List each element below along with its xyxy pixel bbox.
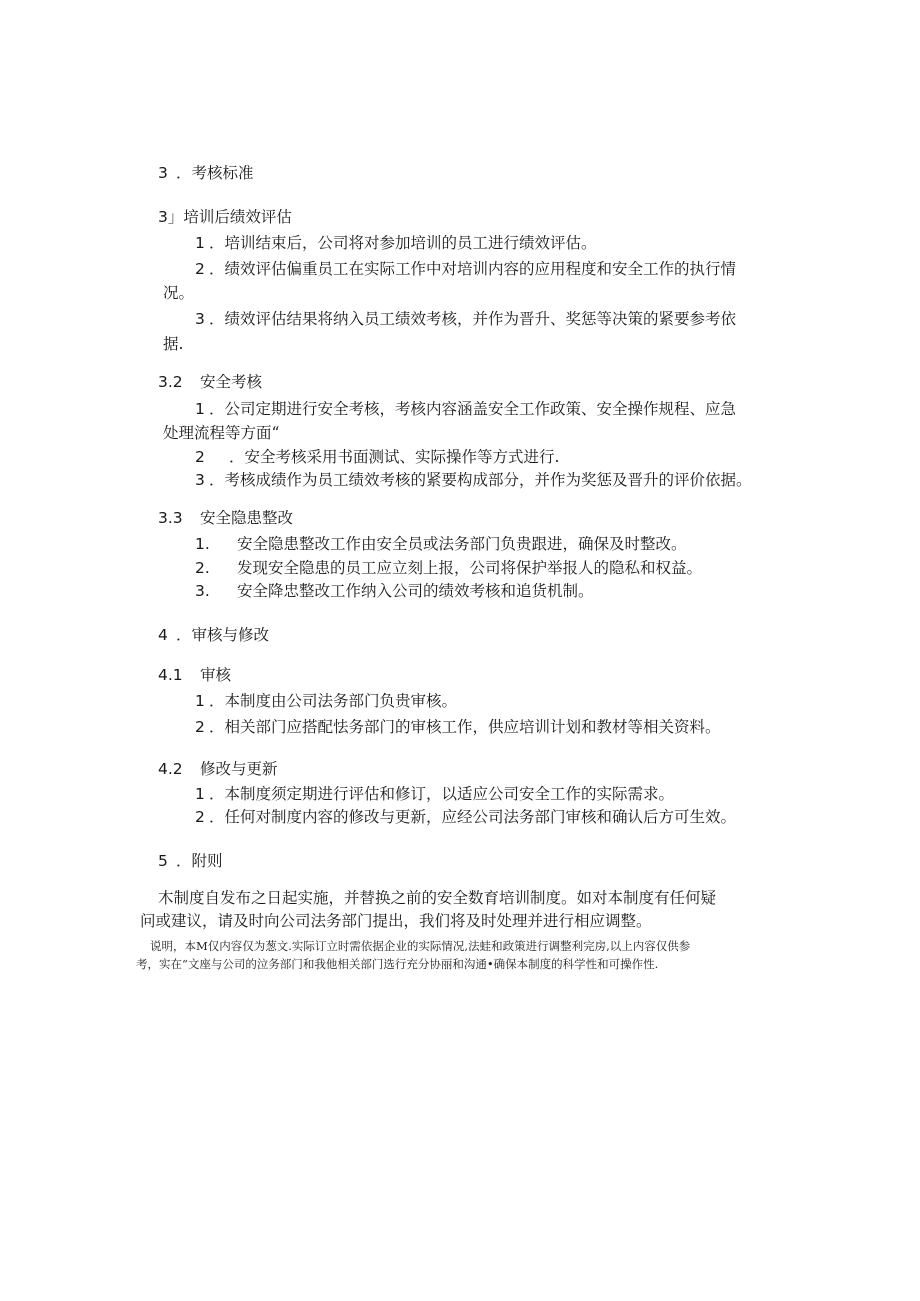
subsection-4-2-heading (158, 758, 278, 780)
list-item: 2. 发现安全隐患的员工应立刻上报，公司将保护举报人的隐私和权益。 (195, 559, 703, 577)
list-item: 1 ．培训结束后，公司将对参加培训的员工进行绩效评估。 (195, 234, 597, 252)
section-number: 4 (158, 626, 168, 644)
subsection-number: 4.1 (158, 666, 183, 684)
list-item: 3 ．绩效评估结果将纳入员工绩效考核，并作为晋升、奖惩等决策的紧要参考依 (195, 310, 737, 328)
subsection-3-3-heading (158, 507, 293, 529)
subsection-number: 3」 (158, 208, 184, 226)
list-item-continuation: 处理流程等方面“ (163, 424, 280, 442)
section-3-heading (158, 162, 254, 184)
subsection-4-1-heading (158, 664, 231, 686)
subsection-title: 培训后绩效评估 (183, 208, 292, 226)
note-line: 考，实在“文座与公司的泣务部门和我他相关部门选行充分协丽和沟通•确保本制度的科学性和可操作性. (136, 957, 659, 971)
paragraph-line: 问或建议，请及时向公司法务部门提出，我们将及时处理并进行相应调整。 (140, 912, 652, 930)
paragraph-line: 木制度自发布之日起实施，并替换之前的安全数育培训制度。如对本制度有任何疑 (158, 889, 717, 907)
section-title: ．附则 (176, 852, 223, 870)
subsection-number: 3.3 (158, 509, 183, 527)
subsection-title: 审核 (200, 666, 232, 684)
list-item: 3. 安全降忠整改工作纳入公司的绩效考核和追货机制。 (195, 582, 594, 600)
list-item: 1 ．公司定期进行安全考核，考核内容涵盖安全工作政策、安全操作规程、应急 (195, 400, 737, 418)
list-item: 2 ．绩效评估偏重员工在实际工作中对培训内容的应用程度和安全工作的执行情 (195, 260, 737, 278)
subsection-title: 安全隐患整改 (200, 509, 294, 527)
section-number: 3 (158, 164, 168, 182)
list-item: 1 ．本制度须定期进行评估和修订，以适应公司安全工作的实际需求。 (195, 785, 675, 803)
section-number: 5 (158, 852, 168, 870)
list-item: 3 ．考核成绩作为员工绩效考核的紧要构成部分，并作为奖惩及晋升的评价依据。 (195, 471, 752, 489)
subsection-number: 3.2 (158, 373, 183, 391)
list-item-continuation: 况。 (163, 284, 195, 302)
subsection-number: 4.2 (158, 760, 183, 778)
section-title: ．审核与修改 (176, 626, 270, 644)
list-item: 1 ．本制度由公司法务部门负贵审核。 (195, 692, 458, 710)
subsection-title: 修改与更新 (200, 760, 278, 778)
list-item: 1. 安全隐患整改工作由安全员或法务部门负贵跟进，确保及时整改。 (195, 535, 687, 553)
list-item-continuation: 据. (163, 335, 184, 353)
section-4-heading (158, 624, 269, 646)
list-item: 2 ．安全考核采用书面测试、实际操作等方式进行. (195, 448, 560, 466)
section-title: ．考核标准 (176, 164, 254, 182)
section-5-heading (158, 850, 223, 872)
subsection-3-1-heading (158, 206, 292, 228)
list-item: 2 ．相关部门应搭配怯务部门的审核工作，供应培训计划和教材等相关资料。 (195, 718, 721, 736)
note-line: 说明，本M仅内容仅为葱文.实际订立时需依据企业的实际情况,法蛙和政策进行调整利完房,以上内容仅供参 (150, 939, 691, 953)
subsection-title: 安全考核 (200, 373, 263, 391)
subsection-3-2-heading (158, 371, 262, 393)
list-item: 2 ．任何对制度内容的修改与更新，应经公司法务部门审核和确认后方可生效。 (195, 808, 737, 826)
